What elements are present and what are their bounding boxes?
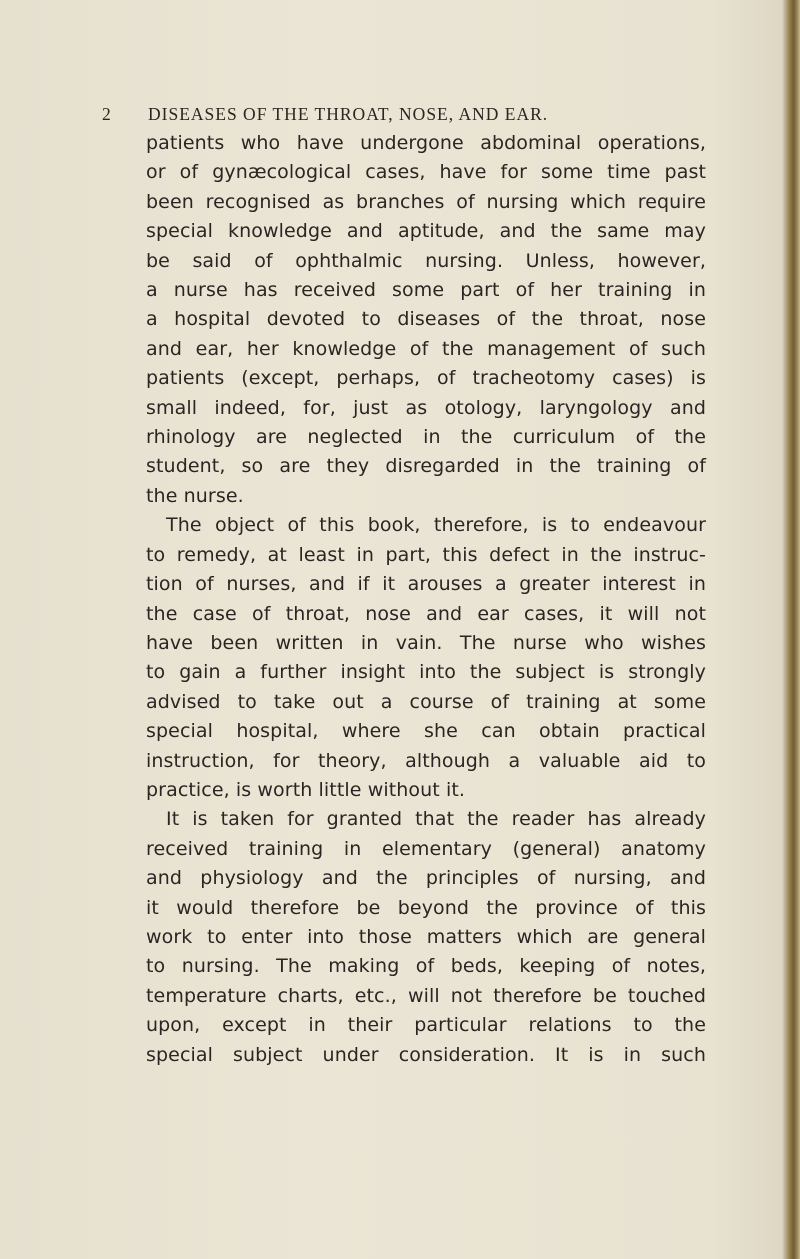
text-line: it would therefore be beyond the province of this	[146, 896, 706, 919]
body-text	[146, 129, 706, 1070]
text-line: student, so are they disregarded in the training of	[146, 455, 706, 478]
text-line: The object of this book, therefore, is to endeavour	[166, 514, 706, 537]
text-line: special subject under consideration. It is in such	[146, 1043, 706, 1066]
text-line: a hospital devoted to diseases of the throat, nose	[146, 308, 706, 331]
text-line: special knowledge and aptitude, and the same may	[146, 220, 706, 243]
text-line: and physiology and the principles of nursing, and	[146, 867, 706, 890]
text-line: small indeed, for, just as otology, laryngology and	[146, 396, 706, 419]
text-line: temperature charts, etc., will not therefore be touched	[146, 984, 706, 1007]
text-line: patients (except, perhaps, of tracheotomy cases) is	[146, 367, 706, 390]
text-line: practice, is worth little without it.	[146, 778, 466, 801]
text-line: received training in elementary (general) anatomy	[146, 837, 706, 860]
text-line: the nurse.	[146, 484, 244, 507]
text-line: to gain a further insight into the subject is strongly	[146, 661, 706, 684]
text-line: to remedy, at least in part, this defect in the instruc-	[146, 543, 706, 566]
text-line: upon, except in their particular relations to the	[146, 1014, 706, 1037]
text-line: rhinology are neglected in the curriculum of the	[146, 426, 706, 449]
text-line: the case of throat, nose and ear cases, it will not	[146, 602, 706, 625]
text-line: to nursing. The making of beds, keeping of notes,	[146, 955, 706, 978]
text-line: be said of ophthalmic nursing. Unless, however,	[146, 249, 706, 272]
text-line: instruction, for theory, although a valuable aid to	[146, 749, 706, 772]
text-line: have been written in vain. The nurse who wishes	[146, 631, 706, 654]
page-number: 2	[102, 104, 112, 124]
text-line: tion of nurses, and if it arouses a greater interest in	[146, 573, 706, 596]
text-line: work to enter into those matters which are general	[146, 925, 706, 948]
text-line: It is taken for granted that the reader has already	[166, 808, 706, 831]
text-line: patients who have undergone abdominal operations,	[146, 132, 706, 154]
text-line: a nurse has received some part of her training in	[146, 279, 706, 302]
book-spine-edge	[786, 0, 800, 1259]
text-line: special hospital, where she can obtain practical	[146, 720, 706, 743]
running-head-title: DISEASES OF THE THROAT, NOSE, AND EAR.	[148, 104, 549, 124]
text-line: and ear, her knowledge of the management of such	[146, 337, 706, 360]
text-line: been recognised as branches of nursing which require	[146, 190, 706, 213]
text-line: or of gynæcological cases, have for some time past	[146, 161, 706, 184]
text-line: advised to take out a course of training at some	[146, 690, 706, 713]
